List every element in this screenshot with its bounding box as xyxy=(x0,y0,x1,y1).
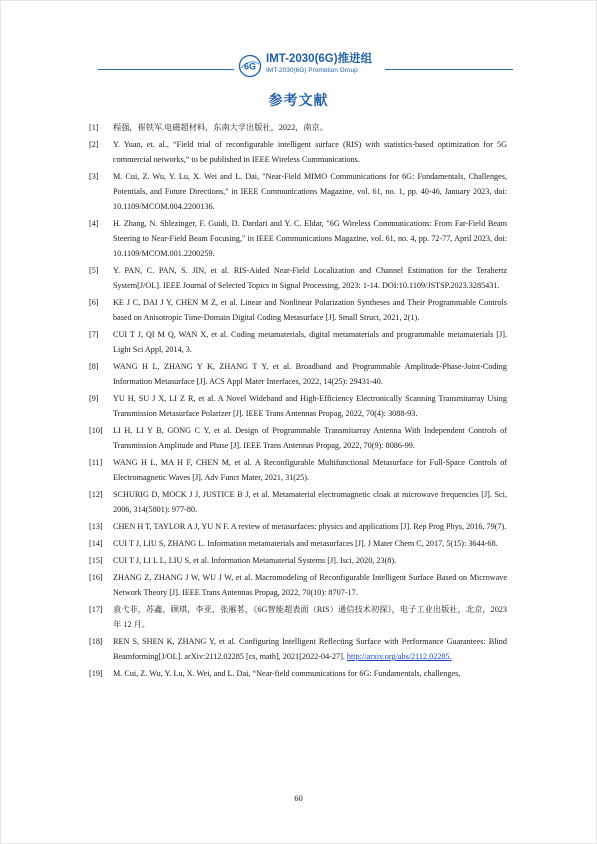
brand xyxy=(266,53,372,75)
reference-text xyxy=(113,487,507,517)
reference-body: YU H, SU J X, LI Z R, et al. A Novel Wideband and High-Efficiency Electronically Scanning Transmitarray Using Transmission Metasurface Polarizer [J]. IEEE Trans Antennas Propag, 2022, 70(4): 3088-93. xyxy=(113,394,507,418)
reference-number: [16] xyxy=(89,573,103,582)
reference-text xyxy=(113,553,507,568)
reference-item xyxy=(89,553,507,568)
reference-item xyxy=(89,666,507,681)
reference-item xyxy=(89,137,507,167)
brand-sub-text: IMT-2030(6G) Promotion Group xyxy=(266,67,358,74)
reference-body: CUI T J, LIU S, ZHANG L. Information metamaterials and metasurfaces [J]. J Mater Chem C, 2017, 5(15): 3644-68. xyxy=(113,539,498,548)
reference-body: 袁弋非，苏鑫，顾琪，李亚，张雁茗，《6G智能超表面（RIS）通信技术初探》，电子工业出版社，北京，2023 年 12 月。 xyxy=(113,605,507,629)
reference-body: CHEN H T, TAYLOR A J, YU N F. A review of metasurfaces: physics and applications [J]. Rep Prog Phys, 2016, 79(7). xyxy=(113,522,507,531)
reference-item xyxy=(89,423,507,453)
reference-body: Y. Yuan, et. al., “Field trial of reconfigurable intelligent surface (RIS) with statistics-based optimization for 5G commercial networks,” to be published in IEEE Wireless Communications. xyxy=(113,140,507,164)
reference-text xyxy=(113,263,507,293)
reference-text xyxy=(113,359,507,389)
reference-number: [7] xyxy=(89,330,99,339)
reference-body: WANG H L, ZHANG Y K, ZHANG T Y, et al. Broadband and Programmable Amplitude-Phase-Joint-Coding Information Metasurface [J]. ACS Appl Mater Interfaces, 2022, 14(25): 29431-40. xyxy=(113,362,507,386)
reference-item xyxy=(89,295,507,325)
page-title: 参考文献 xyxy=(268,93,329,109)
reference-body: CUI T J, QI M Q, WAN X, et al. Coding metamaterials, digital metamaterials and programmable metamaterials [J]. Light Sci Appl, 2014, 3. xyxy=(113,330,507,354)
reference-item xyxy=(89,570,507,600)
reference-number: [10] xyxy=(89,426,103,435)
reference-item xyxy=(89,216,507,261)
reference-item xyxy=(89,359,507,389)
reference-number: [18] xyxy=(89,637,103,646)
reference-text xyxy=(113,634,507,664)
reference-text xyxy=(113,536,507,551)
reference-body: M. Cui, Z. Wu, Y. Lu, X. Wei and L. Dai, "Near-Field MIMO Communications for 6G: Fundamentals, Challenges, Potentials, and Future Directions," in IEEE Communications Magazine, vol. 61, no. 1, pp. 40-46, January 2023, doi: 10.1109/MCOM.004.2200136. xyxy=(113,172,507,211)
reference-item xyxy=(89,519,507,534)
reference-text xyxy=(113,666,507,681)
header-rule-left xyxy=(98,69,234,70)
reference-item xyxy=(89,536,507,551)
reference-number: [19] xyxy=(89,669,103,678)
reference-list xyxy=(89,120,507,683)
reference-number: [17] xyxy=(89,605,103,614)
reference-body: M. Cui, Z. Wu, Y. Lu, X. Wei, and L. Dai, “Near-field communications for 6G: Fundamentals, challenges, xyxy=(113,669,461,678)
page-header xyxy=(0,48,597,88)
reference-item xyxy=(89,602,507,632)
reference-body: LI H, LI Y B, GONG C Y, et al. Design of Programmable Transmitarray Antenna With Independent Controls of Transmission Amplitude and Phase [J]. IEEE Trans Antennas Propag, 2022, 70(9): 8086-99. xyxy=(113,426,507,450)
reference-number: [8] xyxy=(89,362,99,371)
reference-item xyxy=(89,120,507,135)
reference-body: ZHANG Z, ZHANG J W, WU J W, et al. Macromodeling of Reconfigurable Intelligent Surface Based on Microwave Network Theory [J]. IEEE Trans Antennas Propag, 2022, 70(10): 8707-17. xyxy=(113,573,507,597)
reference-text xyxy=(113,519,507,534)
reference-item xyxy=(89,634,507,664)
reference-text xyxy=(113,169,507,214)
reference-text xyxy=(113,216,507,261)
page-number: 60 xyxy=(294,793,303,803)
reference-item xyxy=(89,169,507,214)
reference-number: [6] xyxy=(89,298,99,307)
6g-logo-icon xyxy=(238,54,262,78)
reference-text xyxy=(113,295,507,325)
header-rule-right xyxy=(385,69,513,70)
reference-number: [12] xyxy=(89,490,103,499)
reference-number: [11] xyxy=(89,458,103,467)
reference-body: H. Zhang, N. Shlezinger, F. Guidi, D. Dardari and Y. C. Eldar, "6G Wireless Communications: From Far-Field Beam Steering to Near-Field Beam Focusing," in IEEE Communications Magazine, vol. 61, no. 4, pp. 72-77, April 2023, doi: 10.1109/MCOM.001.2200259. xyxy=(113,219,507,258)
reference-number: [5] xyxy=(89,266,99,275)
reference-number: [1] xyxy=(89,123,99,132)
reference-item xyxy=(89,263,507,293)
reference-number: [14] xyxy=(89,539,103,548)
brand-main-text: IMT-2030(6G)推进组 xyxy=(266,53,373,65)
logo-text: 6G xyxy=(243,61,257,72)
reference-text xyxy=(113,602,507,632)
reference-number: [9] xyxy=(89,394,99,403)
reference-link[interactable]: http://arxiv.org/abs/2112.02285. xyxy=(346,652,452,661)
reference-number: [15] xyxy=(89,556,103,565)
reference-body: CUI T J, LI L L, LIU S, et al. Information Metamaterial Systems [J]. Isci, 2020, 23(8). xyxy=(113,556,397,565)
reference-item xyxy=(89,455,507,485)
reference-number: [13] xyxy=(89,522,103,531)
reference-body: 程强，崔铁军.电磁超材料，东南大学出版社，2022，南京。 xyxy=(113,123,328,132)
reference-item xyxy=(89,391,507,421)
reference-text xyxy=(113,423,507,453)
reference-number: [4] xyxy=(89,219,99,228)
reference-text xyxy=(113,137,507,167)
reference-body: Y. PAN, C. PAN, S. JIN, et al. RIS-Aided Near-Field Localization and Channel Estimation for the Terahertz System[J/OL]. IEEE Journal of Selected Topics in Signal Processing, 2023: 1-14. DOI:10.1109/JSTSP.2023.3285431. xyxy=(113,266,507,290)
reference-text xyxy=(113,120,507,135)
reference-body: REN S, SHEN K, ZHANG Y, et al. Configuring Intelligent Reflecting Surface with Performance Guarantees: Blind Beamforming[J/OL]. arXiv:2112.02285 [cs, math], 2021[2022-04-27]. xyxy=(113,637,507,661)
reference-body: KE J C, DAI J Y, CHEN M Z, et al. Linear and Nonlinear Polarization Syntheses and Their Programmable Controls based on Anisotropic Time-Domain Digital Coding Metasurface [J]. Small Struct, 2021, 2(1). xyxy=(113,298,507,322)
reference-item xyxy=(89,487,507,517)
reference-body: WANG H L, MA H F, CHEN M, et al. A Reconfigurable Multifunctional Metasurface for Full-Space Controls of Electromagnetic Waves [J]. Adv Funct Mater, 2021, 31(25). xyxy=(113,458,507,482)
reference-text xyxy=(113,570,507,600)
reference-text xyxy=(113,327,507,357)
reference-number: [3] xyxy=(89,172,99,181)
reference-item xyxy=(89,327,507,357)
reference-number: [2] xyxy=(89,140,99,149)
reference-text xyxy=(113,391,507,421)
reference-body: SCHURIG D, MOCK J J, JUSTICE B J, et al. Metamaterial electromagnetic cloak at microwave frequencies [J]. Sci, 2006, 314(5801): 977-80. xyxy=(113,490,507,514)
reference-text xyxy=(113,455,507,485)
